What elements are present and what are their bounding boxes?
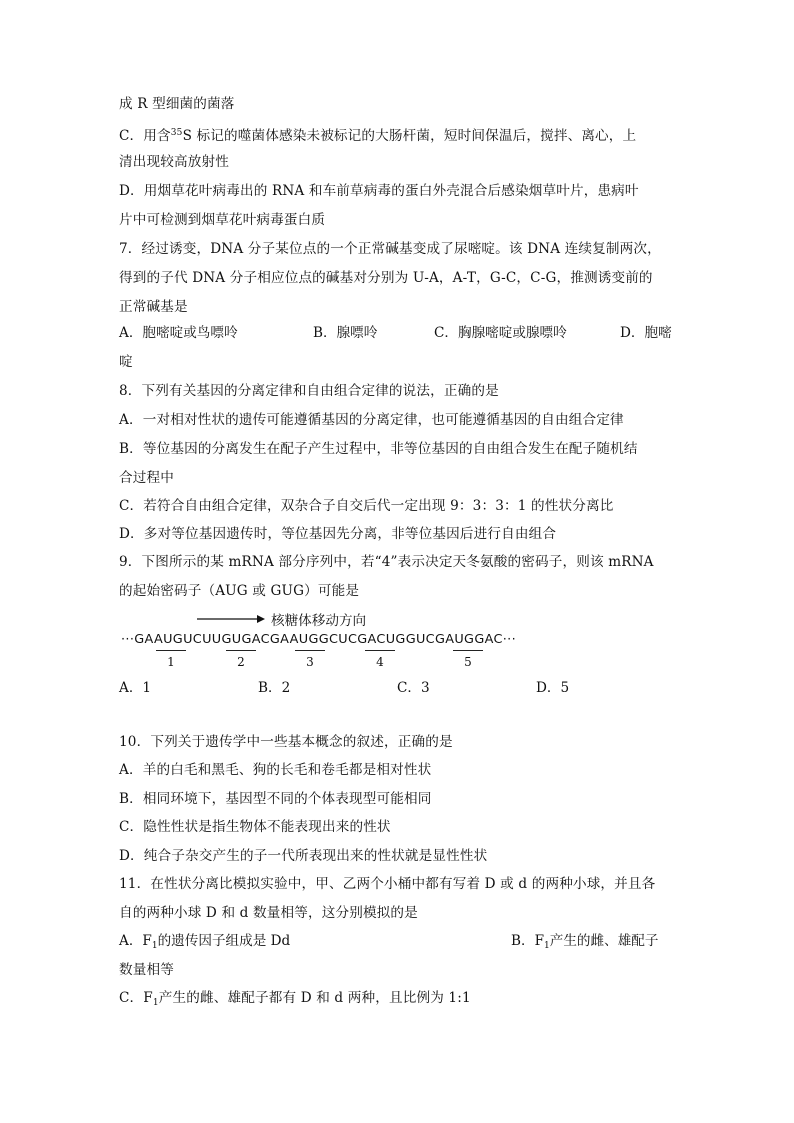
q11-option-a-text-b: 的遗传因子组成是 Dd [157,933,291,949]
q11-option-c-text-b: 产生的雌、雄配子都有 D 和 d 两种，且比例为 1:1 [158,990,471,1006]
q9-option-b: B．2 [258,680,291,696]
q8-option-a: A．一对相对性状的遗传可能遵循基因的分离定律，也可能遵循基因的自由组合定律 [119,412,624,428]
codon-underline-5 [453,650,483,651]
codon-number-2: 2 [237,655,245,669]
q11-stem-line: 11．在性状分离比模拟实验中，甲、乙两个小桶中都有写着 D 或 d 的两种小球，并且各 [119,876,656,892]
q11-option-c [119,989,471,1012]
codon-underline-4 [365,650,395,651]
codon-number-5: 5 [464,655,472,669]
q11-option-b-text-a: B．F [511,933,545,949]
q6-option-c-text-a: C．用含 [119,128,171,144]
q7-option-b: B．腺嘌呤 [313,325,378,341]
q11-option-b-wrap: 数量相等 [119,962,174,978]
q6-option-c-text-b: S 标记的噬菌体感染未被标记的大肠杆菌，短时间保温后，搅拌、离心，上 [182,128,637,144]
q9-stem-line: 的起始密码子（AUG 或 GUG）可能是 [119,583,360,599]
codon-underline-2 [226,650,256,651]
q11-option-b-text-b: 产生的雌、雄配子 [549,933,659,949]
q11-stem-line: 自的两种小球 D 和 d 数量相等，这分别模拟的是 [119,905,418,921]
ribosome-direction-label: 核糖体移动方向 [271,613,367,629]
isotope-superscript: 35 [170,128,183,138]
q11-option-c-text-a: C．F [119,990,153,1006]
mrna-sequence: ···GAAUGUCUUGUGACGAAUGGCUCGACUGGUCGAUGGAC··· [121,632,517,647]
q11-option-a [119,932,290,955]
q9-option-c: C．3 [397,680,430,696]
q7-option-d-wrap: 啶 [119,354,133,370]
q10-option-b: B．相同环境下，基因型不同的个体表现型可能相同 [119,791,432,807]
direction-arrow-icon [195,612,267,626]
q7-option-a: A．胞嘧啶或鸟嘌呤 [119,325,238,341]
q6-option-c-line [119,124,636,145]
q8-option-d: D．多对等位基因遗传时，等位基因先分离，非等位基因后进行自由组合 [119,526,557,542]
q9-stem-line: 9．下图所示的某 mRNA 部分序列中，若“4”表示决定天冬氨酸的密码子，则该 mRNA [119,554,654,570]
q7-stem-line: 得到的子代 DNA 分子相应位点的碱基对分别为 U-A，A-T，G-C，C-G，推测诱变前的 [119,270,653,286]
q7-stem-line: 7．经过诱变，DNA 分子某位点的一个正常碱基变成了尿嘧啶。该 DNA 连续复制两次， [119,241,661,257]
f1-subscript: 1 [151,941,158,951]
codon-number-3: 3 [306,655,314,669]
q10-option-a: A．羊的白毛和黑毛、狗的长毛和卷毛都是相对性状 [119,762,432,778]
q8-option-c: C．若符合自由组合定律，双杂合子自交后代一定出现 9：3：3：1 的性状分离比 [119,498,614,514]
q10-option-c: C．隐性性状是指生物体不能表现出来的性状 [119,819,391,835]
q9-option-d: D．5 [536,680,570,696]
q8-option-b: B．等位基因的分离发生在配子产生过程中，非等位基因的自由组合发生在配子随机结 [119,441,638,457]
codon-number-4: 4 [376,655,384,669]
q11-option-a-text-a: A．F [119,933,152,949]
q7-option-d: D．胞嘧 [620,325,672,341]
q10-option-d: D．纯合子杂交产生的子一代所表现出来的性状就是显性性状 [119,848,488,864]
codon-underline-1 [156,650,186,651]
q9-option-a: A．1 [119,680,152,696]
q6-text-line: 清出现较高放射性 [119,154,229,170]
f1-subscript: 1 [544,941,550,951]
codon-number-1: 1 [167,655,175,669]
q8-stem-line: 8．下列有关基因的分离定律和自由组合定律的说法，正确的是 [119,383,499,399]
f1-subscript: 1 [152,998,159,1008]
q11-option-b [511,932,659,955]
q6-text-line: 片中可检测到烟草花叶病毒蛋白质 [119,212,326,228]
q6-option-d-line: D．用烟草花叶病毒出的 RNA 和车前草病毒的蛋白外壳混合后感染烟草叶片，患病叶 [119,183,639,199]
q7-stem-line: 正常碱基是 [119,299,188,315]
q10-stem-line: 10．下列关于遗传学中一些基本概念的叙述，正确的是 [119,734,453,750]
q6-text-line: 成 R 型细菌的菌落 [119,96,235,112]
q8-option-b-wrap: 合过程中 [119,470,174,486]
codon-underline-3 [295,650,325,651]
q7-option-c: C．胸腺嘧啶或腺嘌呤 [434,325,567,341]
